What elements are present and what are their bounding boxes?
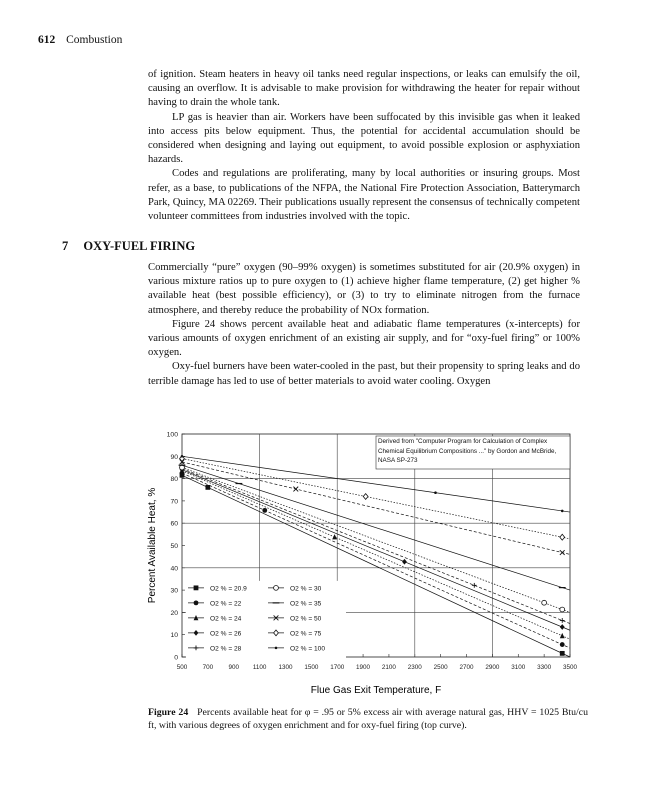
- x-tick-label: 1900: [356, 664, 371, 671]
- point-marker: [332, 534, 337, 539]
- series-line: [182, 459, 570, 539]
- y-axis-label: Percent Available Heat, %: [147, 487, 158, 604]
- point-marker: [560, 642, 565, 647]
- section-number: 7: [62, 239, 69, 253]
- point-marker: [560, 633, 565, 638]
- point-marker: [560, 618, 565, 623]
- point-marker: [363, 494, 368, 500]
- legend-entry: O2 % = 26: [210, 630, 242, 638]
- point-marker: [560, 534, 565, 540]
- y-tick-label: 90: [170, 453, 178, 461]
- y-tick-label: 70: [170, 498, 178, 506]
- x-tick-label: 900: [228, 664, 239, 671]
- legend-entry: O2 % = 24: [210, 615, 242, 623]
- paragraph: Figure 24 shows percent available heat and adiabatic flame temperatures (x-intercepts) for various amounts of oxygen enrichment of an existing air supply, and for “oxy-fuel firing” or 100% oxygen.: [148, 318, 580, 359]
- y-tick-label: 100: [166, 431, 178, 439]
- y-tick-label: 60: [170, 520, 178, 528]
- y-tick-label: 50: [170, 543, 178, 550]
- x-tick-label: 2300: [407, 664, 422, 671]
- y-tick-label: 20: [170, 609, 178, 617]
- page-number: 612: [38, 34, 56, 46]
- x-tick-label: 1100: [252, 664, 267, 671]
- point-marker: [542, 600, 547, 605]
- series-7: [180, 459, 570, 554]
- annotation-text-container: [378, 437, 568, 469]
- x-tick-label: 1700: [330, 664, 345, 671]
- legend-entry: O2 % = 50: [290, 615, 322, 623]
- running-header: [38, 34, 122, 46]
- series-line: [182, 462, 570, 555]
- running-title: Combustion: [66, 34, 123, 46]
- x-tick-label: 500: [176, 664, 188, 671]
- point-marker: [262, 508, 267, 513]
- paragraph: Codes and regulations are proliferating, many by local authorities or insuring groups. Most refer, as a base, to publications of the NFPA, the National Fire Protection Association, Batterymarch Park, Quincy, MA 02269. Their publications usually represent the consensus of technically competent volunteer committees from industries involved with the topic.: [148, 168, 580, 223]
- body-text-top: [148, 68, 580, 224]
- y-tick-label: 40: [170, 565, 178, 573]
- caption-text: Percents available heat for φ = .95 or 5% excess air with average natural gas, HHV = 1025 Btu/cu ft, with various degrees of oxygen enrichment and for oxy-fuel firing (top curve).: [148, 707, 588, 731]
- y-tick-label: 30: [170, 587, 178, 595]
- body-text-section: [148, 261, 580, 389]
- x-tick-label: 1300: [278, 664, 293, 671]
- x-tick-label: 2900: [485, 664, 500, 671]
- point-marker: [194, 600, 199, 605]
- point-marker: [472, 583, 477, 588]
- x-tick-label: 3300: [537, 664, 552, 671]
- chart-svg: [142, 404, 582, 699]
- legend-entry: O2 % = 35: [290, 600, 322, 608]
- legend-entry: O2 % = 20.9: [210, 585, 247, 593]
- point-marker: [560, 651, 565, 656]
- point-marker: [434, 491, 437, 494]
- figure-caption: [148, 707, 588, 732]
- point-marker: [293, 487, 298, 492]
- legend-entry: O2 % = 75: [290, 630, 322, 638]
- section-heading: [62, 239, 195, 254]
- paragraph: of ignition. Steam heaters in heavy oil tanks need regular inspections, or leaks can emulsify the oil, causing an overflow. It is advisable to make provision for withdrawing the heater for repair without having to drain the whole tank.: [148, 69, 580, 109]
- point-marker: [194, 585, 199, 590]
- x-tick-label: 2500: [433, 664, 448, 671]
- x-tick-label: 3500: [562, 664, 578, 671]
- point-marker: [560, 624, 565, 630]
- legend-layer: [186, 581, 346, 661]
- x-tick-label: 2100: [381, 664, 396, 671]
- legend-entry: O2 % = 22: [210, 600, 242, 608]
- caption-label: Figure 24: [148, 707, 189, 718]
- x-axis-label: Flue Gas Exit Temperature, F: [310, 685, 442, 696]
- y-tick-label: 80: [170, 476, 178, 484]
- point-marker: [402, 559, 407, 565]
- annotation-text: Derived from "Computer Program for Calculation of Complex Chemical Equilibrium Compositions ..." by Gordon and McBride, NASA SP-273: [378, 438, 557, 464]
- legend-entry: O2 % = 30: [290, 585, 322, 593]
- point-marker: [560, 607, 565, 612]
- section-title: OXY-FUEL FIRING: [83, 239, 196, 253]
- x-tick-label: 2700: [459, 664, 474, 671]
- paragraph: Oxy-fuel burners have been water-cooled in the past, but their propensity to spring leaks and do terrible damage has led to use of better materials to avoid water cooling. Oxygen: [148, 361, 580, 387]
- annotation-layer: [376, 436, 570, 469]
- x-tick-label: 700: [202, 664, 214, 671]
- point-marker: [560, 550, 565, 555]
- x-tick-label: 3100: [511, 664, 526, 671]
- point-marker: [274, 585, 279, 590]
- legend-entry: O2 % = 28: [210, 645, 242, 653]
- y-tick-label: 0: [174, 654, 178, 662]
- y-tick-label: 10: [170, 632, 178, 640]
- x-tick-label: 1500: [304, 664, 319, 671]
- point-marker: [561, 510, 564, 513]
- figure-24-chart: [142, 404, 582, 704]
- legend-entry: O2 % = 100: [290, 645, 326, 653]
- point-marker: [275, 647, 278, 650]
- paragraph: Commercially “pure” oxygen (90–99% oxygen) is sometimes substituted for air (20.9% oxygen) in various mixture ratios up to pure oxygen to (1) achieve higher flame temperature, (2) get higher % available heat (best possible efficiency), or (3) to try to eliminate nitrogen from the furnace atmosphere, and thereby reduce the probability of NOx formation.: [148, 262, 580, 316]
- paragraph: LP gas is heavier than air. Workers have been suffocated by this invisible gas when it leaked into access pits below equipment. Thus, the potential for accidental accumulation should be considered when designing and laying out equipment, to avoid possible explosion or asphyxiation hazards.: [148, 111, 580, 166]
